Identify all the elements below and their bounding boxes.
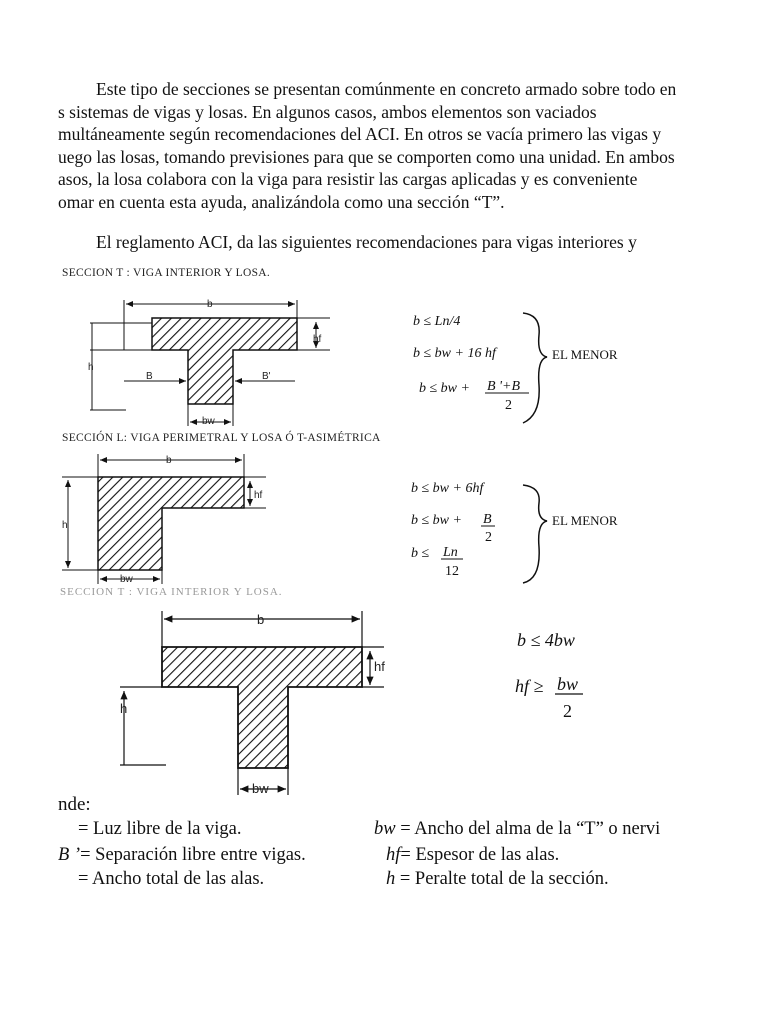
section1-title: SECCION T : VIGA INTERIOR Y LOSA.	[62, 267, 271, 279]
section1-formula3-den: 2	[505, 398, 512, 413]
legend-sym-h: h	[386, 869, 396, 889]
legend-row1-right	[374, 819, 699, 840]
legend-row3-right	[386, 869, 609, 890]
intro-line: multáneamente según recomendaciones del ACI. En otros se vacía primero las vigas y	[58, 124, 662, 144]
section1-label-Bp: B'	[262, 371, 271, 382]
intro-line: asos, la losa colabora con la viga para resistir las cargas aplicadas y es conveniente	[58, 169, 638, 189]
intro-line: uego las losas, tomando previsiones para que se comporten como una unidad. En ambos	[58, 146, 675, 167]
section2-label-h: h	[62, 520, 68, 531]
section2-formula2-left: b ≤ bw +	[411, 513, 462, 528]
legend-sym-hf: hf	[386, 845, 401, 865]
section2-formula2-num: B	[483, 512, 492, 527]
section2-label-hf: hf	[254, 490, 263, 501]
section2-label-bw: bw	[120, 574, 133, 585]
legend-row1-left: = Luz libre de la viga.	[78, 819, 242, 839]
section1-formula3-num: B '+B	[487, 379, 521, 394]
section1-menor: EL MENOR	[552, 347, 618, 362]
section3-faded-title: SECCION T : VIGA INTERIOR Y LOSA.	[60, 586, 283, 595]
legend-sym-bw: bw	[374, 819, 396, 839]
section3-formula2-num: bw	[557, 674, 579, 694]
section1-label-h: h	[88, 362, 94, 373]
aci-paragraph	[58, 231, 694, 254]
section1-formula1: b ≤ Ln/4	[413, 314, 461, 329]
section2-menor: EL MENOR	[552, 513, 618, 528]
section1-formula2: b ≤ bw + 16 hf	[413, 346, 496, 361]
section3-formulas	[505, 620, 645, 730]
section2-label-b: b	[166, 455, 172, 466]
section1-label-hf: hf	[313, 334, 322, 345]
section2-title: SECCIÓN L: VIGA PERIMETRAL Y LOSA Ó T-ASIMÉTRICA	[62, 432, 381, 444]
section1-formula3-left: b ≤ bw +	[419, 381, 470, 396]
legend-heading: nde:	[58, 794, 91, 815]
intro-line: s sistemas de vigas y losas. En algunos casos, ambos elementos son vaciados	[58, 101, 597, 122]
section3-label-b: b	[257, 612, 265, 627]
legend-row2-left	[58, 845, 306, 866]
section1-label-bw: bw	[202, 416, 215, 427]
section3-label-h: h	[120, 701, 128, 716]
section2-formula2-den: 2	[485, 530, 492, 545]
section2-formula3-left: b ≤	[411, 546, 430, 561]
section1-label-b: b	[207, 299, 213, 310]
legend-text-bw: = Ancho del alma de la “T” o nervi	[395, 819, 661, 839]
section3-label-hf: hf	[374, 659, 385, 674]
section1-label-B: B	[146, 371, 153, 382]
legend-sym-B: B ’	[58, 845, 81, 865]
section2-formula3-num: Ln	[443, 545, 458, 560]
legend-row3-left: = Ancho total de las alas.	[78, 869, 265, 889]
section1-formulas	[405, 305, 645, 430]
section2-formula1: b ≤ bw + 6hf	[411, 481, 484, 496]
legend-text-B: = Separación libre entre vigas.	[80, 845, 306, 865]
legend-text-hf: = Espesor de las alas.	[400, 845, 560, 865]
legend-text-h: = Peralte total de la sección.	[395, 869, 609, 889]
aci-line: El reglamento ACI, da las siguientes recomendaciones para vigas interiores y	[96, 232, 637, 252]
intro-line: Este tipo de secciones se presentan comúnmente en concreto armado sobre todo en	[96, 79, 677, 99]
section2-brace	[523, 485, 547, 583]
section3-label-bw: bw	[252, 781, 269, 796]
section3-formula1: b ≤ 4bw	[517, 630, 575, 650]
section2-l-beam-diagram	[60, 450, 280, 585]
section2-formula3-den: 12	[445, 564, 459, 579]
section3-t-beam-diagram	[110, 605, 400, 800]
section2-formulas	[405, 475, 645, 585]
section1-brace	[523, 313, 547, 423]
intro-line: omar en cuenta esta ayuda, analizándola como una sección “T”.	[58, 191, 505, 212]
intro-paragraph	[58, 78, 694, 213]
cut-off-text	[58, 254, 388, 262]
legend-row2-right	[386, 845, 559, 866]
section1-t-beam-diagram	[80, 290, 340, 430]
section3-formula2-left: hf ≥	[515, 676, 544, 696]
section3-formula2-den: 2	[563, 701, 572, 721]
